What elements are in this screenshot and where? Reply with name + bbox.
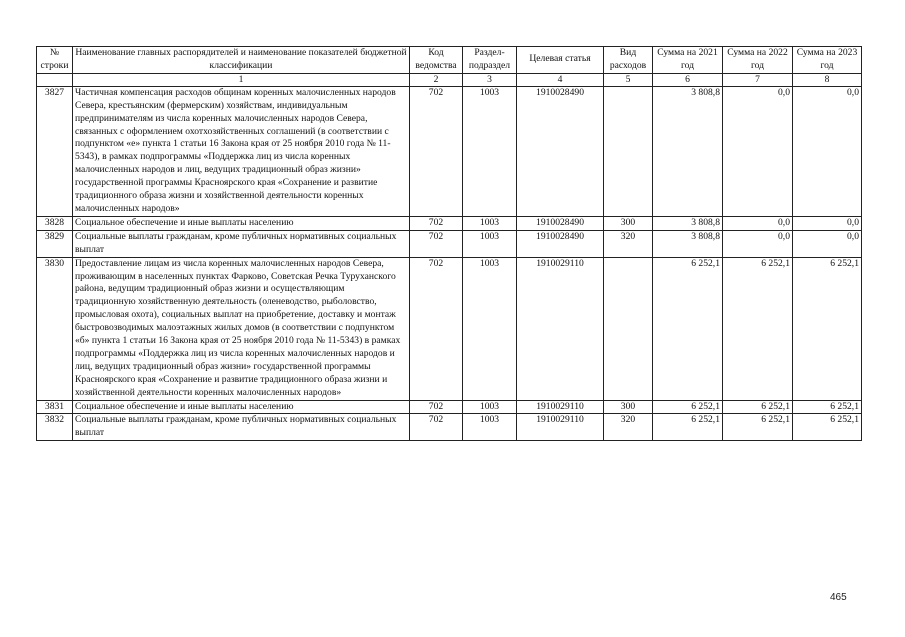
table-row xyxy=(37,216,862,230)
row-expense-type xyxy=(604,257,653,400)
row-section: 1003 xyxy=(463,414,517,441)
table-body xyxy=(37,86,862,440)
row-department-code: 702 xyxy=(410,86,463,216)
row-department-code: 702 xyxy=(410,216,463,230)
header-sum-2023: Сумма на 2023 год xyxy=(793,47,862,74)
colnum-0 xyxy=(37,73,73,86)
row-sum-2021: 3 808,8 xyxy=(653,230,723,257)
row-department-code: 702 xyxy=(410,400,463,414)
colnum-8: 8 xyxy=(793,73,862,86)
table-row xyxy=(37,257,862,400)
header-row-number: № строки xyxy=(37,47,73,74)
row-name: Социальные выплаты гражданам, кроме публичных нормативных социальных выплат xyxy=(73,414,410,441)
table-row xyxy=(37,400,862,414)
row-sum-2021: 3 808,8 xyxy=(653,86,723,216)
row-number: 3828 xyxy=(37,216,73,230)
column-numbers-row xyxy=(37,73,862,86)
row-name: Социальное обеспечение и иные выплаты населению xyxy=(73,400,410,414)
row-target-item: 1910029110 xyxy=(517,414,604,441)
budget-table xyxy=(36,46,862,441)
row-department-code: 702 xyxy=(410,230,463,257)
row-number: 3832 xyxy=(37,414,73,441)
colnum-2: 2 xyxy=(410,73,463,86)
row-sum-2022: 0,0 xyxy=(723,86,793,216)
row-sum-2023: 0,0 xyxy=(793,230,862,257)
colnum-3: 3 xyxy=(463,73,517,86)
header-department-code: Код ведомства xyxy=(410,47,463,74)
row-expense-type xyxy=(604,86,653,216)
row-target-item: 1910028490 xyxy=(517,230,604,257)
row-number: 3831 xyxy=(37,400,73,414)
header-name: Наименование главных распорядителей и наименование показателей бюджетной классификации xyxy=(73,47,410,74)
row-sum-2022: 6 252,1 xyxy=(723,257,793,400)
row-sum-2021: 6 252,1 xyxy=(653,257,723,400)
header-expense-type: Вид расходов xyxy=(604,47,653,74)
row-target-item: 1910028490 xyxy=(517,86,604,216)
row-expense-type: 320 xyxy=(604,230,653,257)
row-target-item: 1910028490 xyxy=(517,216,604,230)
table-row xyxy=(37,230,862,257)
row-sum-2023: 0,0 xyxy=(793,86,862,216)
row-department-code: 702 xyxy=(410,257,463,400)
row-section: 1003 xyxy=(463,230,517,257)
colnum-7: 7 xyxy=(723,73,793,86)
row-section: 1003 xyxy=(463,257,517,400)
row-sum-2021: 3 808,8 xyxy=(653,216,723,230)
row-name: Социальные выплаты гражданам, кроме публичных нормативных социальных выплат xyxy=(73,230,410,257)
row-sum-2022: 0,0 xyxy=(723,230,793,257)
header-sum-2022: Сумма на 2022 год xyxy=(723,47,793,74)
row-department-code: 702 xyxy=(410,414,463,441)
row-target-item: 1910029110 xyxy=(517,257,604,400)
row-number: 3827 xyxy=(37,86,73,216)
row-expense-type: 300 xyxy=(604,400,653,414)
table-row xyxy=(37,86,862,216)
row-name: Предоставление лицам из числа коренных малочисленных народов Севера, проживающим в населенных пунктах Фарково, Советская Речка Туруханского района, ведущим традиционный образ жизни и осуществляющим традиционную хозяйственную деятельность (оленеводство, рыболовство, промысловая охота), социальных выплат на приобретение, доставку и монтаж быстровозводимых малоэтажных жилых домов (в соответствии с подпунктом «б» пункта 1 статьи 16 Закона края от 25 ноября 2010 года № 11-5343) в рамках подпрограммы «Поддержка лиц из числа коренных малочисленных народов и лиц, ведущих традиционный образ жизни» государственной программы Красноярского края «Сохранение и развитие традиционного образа жизни и хозяйственной деятельности коренных малочисленных народов» xyxy=(73,257,410,400)
header-sum-2021: Сумма на 2021 год xyxy=(653,47,723,74)
header-target-item: Целевая статья xyxy=(517,47,604,74)
colnum-5: 5 xyxy=(604,73,653,86)
row-sum-2021: 6 252,1 xyxy=(653,414,723,441)
row-sum-2023: 6 252,1 xyxy=(793,414,862,441)
table-header xyxy=(37,47,862,87)
row-sum-2023: 0,0 xyxy=(793,216,862,230)
row-expense-type: 320 xyxy=(604,414,653,441)
colnum-4: 4 xyxy=(517,73,604,86)
row-sum-2023: 6 252,1 xyxy=(793,257,862,400)
row-name: Социальное обеспечение и иные выплаты населению xyxy=(73,216,410,230)
colnum-1: 1 xyxy=(73,73,410,86)
row-number: 3829 xyxy=(37,230,73,257)
colnum-6: 6 xyxy=(653,73,723,86)
row-section: 1003 xyxy=(463,400,517,414)
row-sum-2023: 6 252,1 xyxy=(793,400,862,414)
document-page xyxy=(36,46,861,441)
row-expense-type: 300 xyxy=(604,216,653,230)
page-number: 465 xyxy=(830,592,847,603)
row-section: 1003 xyxy=(463,216,517,230)
table-row xyxy=(37,414,862,441)
row-sum-2021: 6 252,1 xyxy=(653,400,723,414)
header-row xyxy=(37,47,862,74)
row-sum-2022: 0,0 xyxy=(723,216,793,230)
row-section: 1003 xyxy=(463,86,517,216)
row-target-item: 1910029110 xyxy=(517,400,604,414)
row-sum-2022: 6 252,1 xyxy=(723,414,793,441)
row-sum-2022: 6 252,1 xyxy=(723,400,793,414)
header-section: Раздел-подраздел xyxy=(463,47,517,74)
row-number: 3830 xyxy=(37,257,73,400)
row-name: Частичная компенсация расходов общинам коренных малочисленных народов Севера, крестьянским (фермерским) хозяйствам, индивидуальным предпринимателям из числа коренных малочисленных народов Севера, связанных с оформлением охотхозяйственных соглашений (в соответствии с подпунктом «е» пункта 1 статьи 16 Закона края от 25 ноября 2010 года № 11-5343), в рамках подпрограммы «Поддержка лиц из числа коренных малочисленных народов и лиц, ведущих традиционный образ жизни» государственной программы Красноярского края «Сохранение и развитие традиционного образа жизни и хозяйственной деятельности коренных малочисленных народов» xyxy=(73,86,410,216)
